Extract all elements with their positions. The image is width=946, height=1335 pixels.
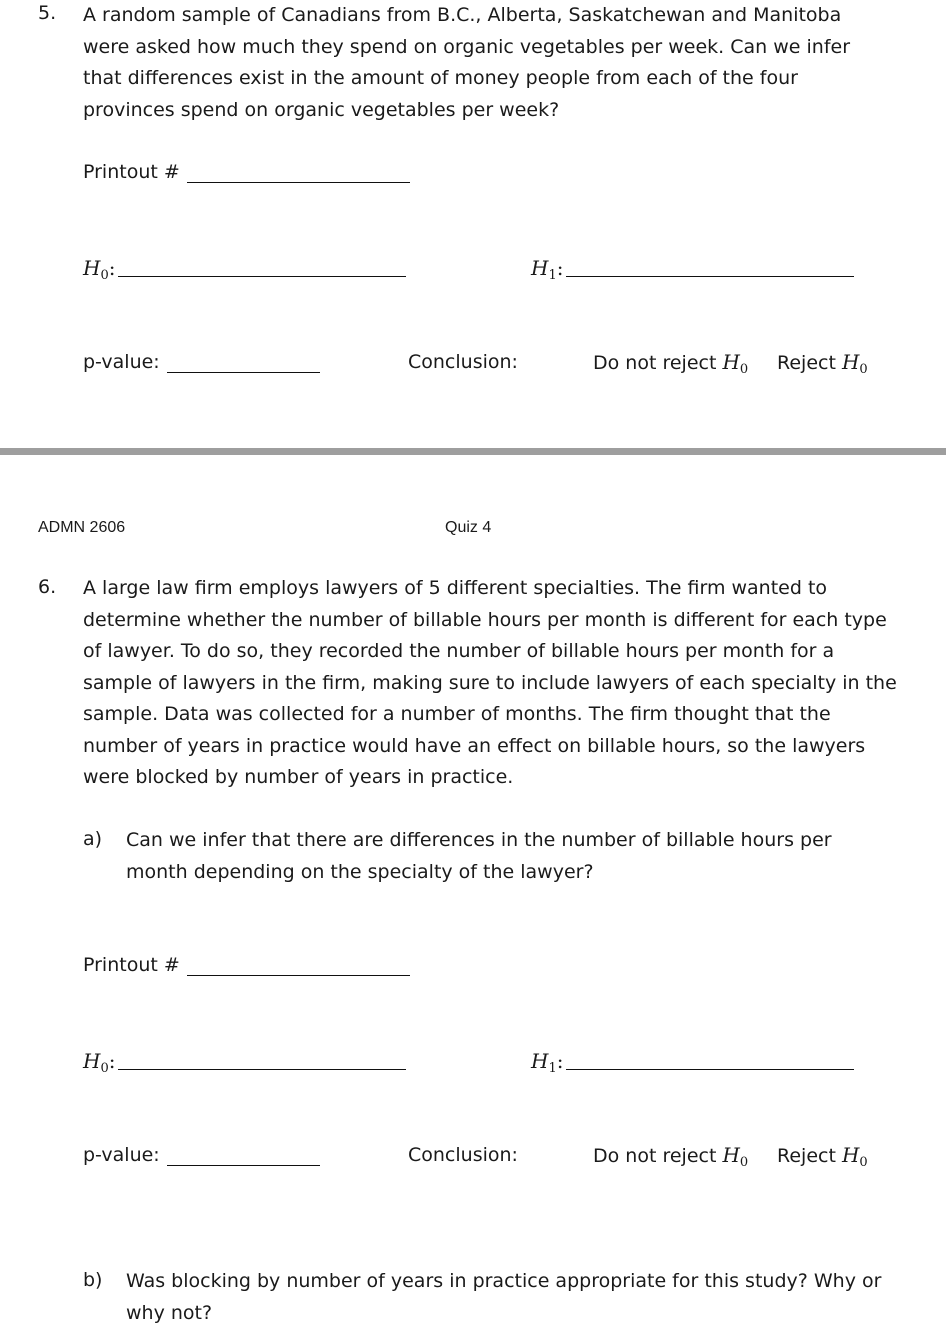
h1-colon: :: [556, 256, 564, 280]
do-not-reject-text: Do not reject: [593, 1145, 723, 1167]
q6-h0-field[interactable]: [118, 1069, 406, 1070]
part-b-text: Was blocking by number of years in practice appropriate for this study? Why or why not?: [126, 1270, 882, 1324]
h0-symbol: H: [83, 1049, 101, 1073]
q6-h0-label: [83, 1049, 115, 1076]
do-not-reject-text: Do not reject: [593, 352, 723, 374]
h-subscript: 0: [739, 1155, 749, 1170]
q6-printout-label: Printout #: [83, 954, 180, 976]
h1-symbol: H: [531, 1049, 549, 1073]
part-a-text: Can we infer that there are differences in the number of billable hours per month depending on the specialty of the lawyer?: [126, 829, 832, 883]
q5-printout-label: Printout #: [83, 161, 180, 183]
question-6-text: A large law firm employs lawyers of 5 different specialties. The firm wanted to determine whether the number of billable hours per month is different for each type of lawyer. To do so, they recorded the number of billable hours per month for a sample of lawyers in the firm, making sure to include lawyers of each specialty in the sample. Data was collected for a number of months. The firm thought that the number of years in practice would have an effect on billable hours, so the lawyers were blocked by number of years in practice.: [83, 577, 897, 788]
h0-subscript: 0: [100, 1061, 109, 1076]
h1-subscript: 1: [548, 1061, 557, 1076]
course-code: ADMN 2606: [38, 519, 126, 536]
q6-pvalue-field[interactable]: [167, 1165, 320, 1166]
q5-h1-label: [531, 256, 563, 283]
q6-h1-field[interactable]: [566, 1069, 854, 1070]
h-subscript: 0: [739, 362, 749, 377]
q5-reject-option[interactable]: [777, 350, 868, 377]
q6-pvalue-label: p-value:: [83, 1144, 160, 1166]
question-5-number: 5.: [38, 2, 57, 24]
h-symbol: H: [841, 1143, 860, 1167]
q6-do-not-reject-option[interactable]: [593, 1143, 748, 1170]
h1-colon: :: [556, 1049, 564, 1073]
h-symbol: H: [841, 350, 860, 374]
h0-colon: :: [108, 256, 116, 280]
q6-conclusion-label: Conclusion:: [408, 1144, 518, 1166]
q5-printout-field[interactable]: [187, 182, 410, 183]
h-subscript: 0: [859, 1155, 868, 1170]
q6-reject-option[interactable]: [777, 1143, 868, 1170]
q5-do-not-reject-option[interactable]: [593, 350, 748, 377]
question-5-text: A random sample of Canadians from B.C., Alberta, Saskatchewan and Manitoba were asked how much they spend on organic vegetables per week. Can we infer that differences exist in the amount of money people from each of the four provinces spend on organic vegetables per week?: [83, 4, 851, 121]
q5-pvalue-label: p-value:: [83, 351, 160, 373]
reject-text: Reject: [777, 1145, 842, 1167]
h-subscript: 0: [859, 362, 868, 377]
h1-symbol: H: [531, 256, 549, 280]
q5-h0-field[interactable]: [118, 276, 406, 277]
q5-pvalue-field[interactable]: [167, 372, 320, 373]
q6-h1-label: [531, 1049, 563, 1076]
quiz-title: Quiz 4: [445, 519, 492, 536]
q5-h1-field[interactable]: [566, 276, 854, 277]
reject-text: Reject: [777, 352, 842, 374]
h0-subscript: 0: [100, 268, 109, 283]
h1-subscript: 1: [548, 268, 557, 283]
page-divider: [0, 448, 946, 455]
h-symbol: H: [722, 350, 740, 374]
part-a-label: a): [83, 828, 103, 850]
q6-printout-field[interactable]: [187, 975, 410, 976]
part-b-label: b): [83, 1269, 103, 1291]
h0-colon: :: [108, 1049, 116, 1073]
h-symbol: H: [722, 1143, 740, 1167]
q5-conclusion-label: Conclusion:: [408, 351, 518, 373]
h0-symbol: H: [83, 256, 101, 280]
question-6-number: 6.: [38, 576, 57, 598]
q5-h0-label: [83, 256, 115, 283]
